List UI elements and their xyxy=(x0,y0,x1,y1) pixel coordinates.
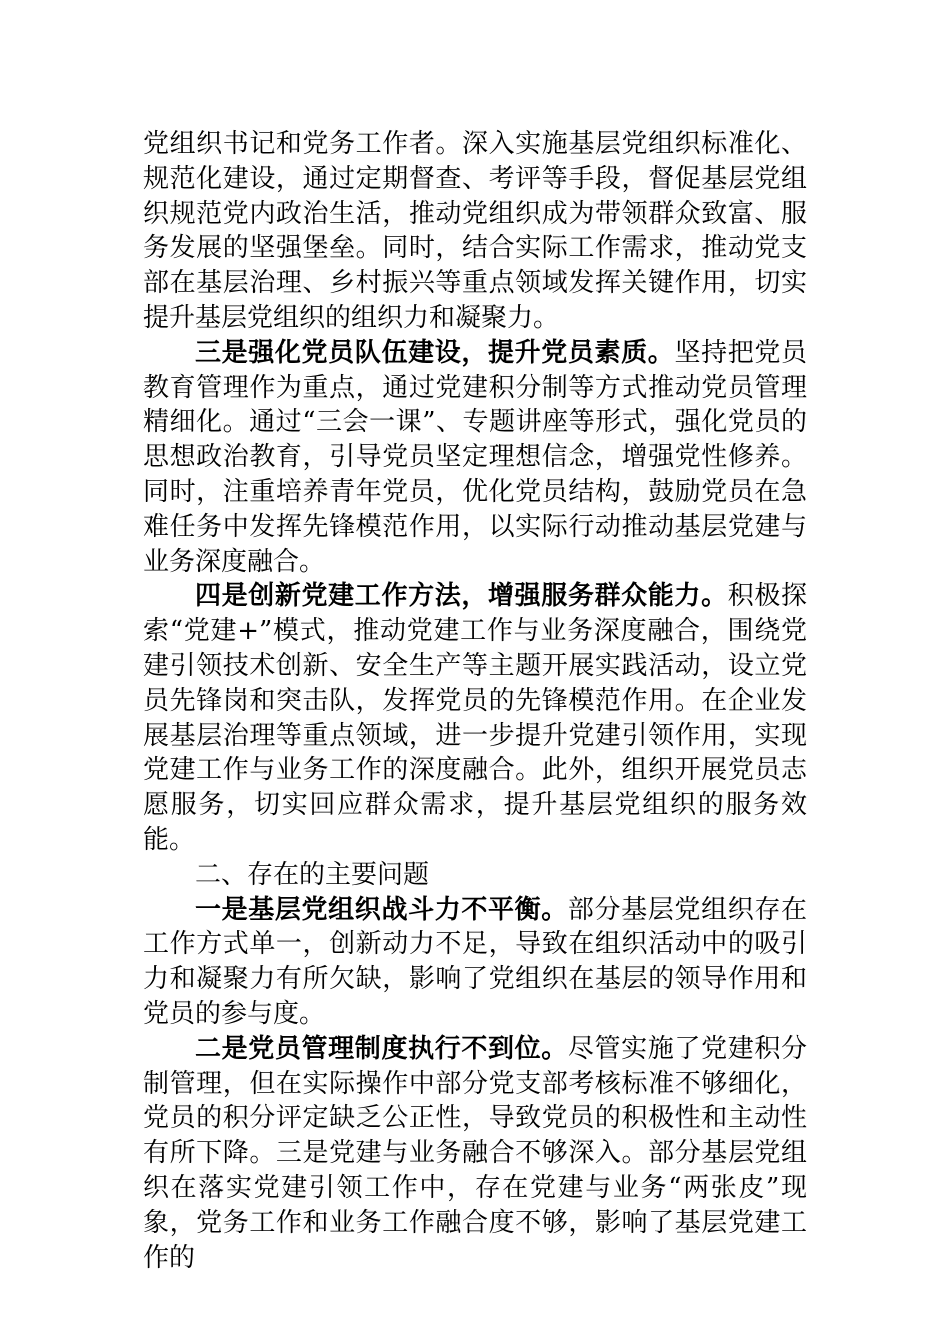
paragraph-5 xyxy=(143,893,807,1032)
section-heading xyxy=(143,858,807,893)
paragraph-3-text: 积极探索“党建+”模式，推动党建工作与业务深度融合，围绕党建引领技术创新、安全生产等主题开展实践活动，设立党员先锋岗和突击队，发挥党员的先锋模范作用。在企业发展基层治理等重点领域，进一步提升党建引领作用，实现党建工作与业务工作的深度融合。此外，组织开展党员志愿服务，切实回应群众需求，提升基层党组织的服务效能。 xyxy=(143,581,807,855)
paragraph-3 xyxy=(143,579,807,857)
paragraph-2-lead: 三是强化党员队伍建设，提升党员素质。 xyxy=(195,337,675,368)
paragraph-2 xyxy=(143,336,807,580)
section-heading-text: 二、存在的主要问题 xyxy=(195,859,430,890)
paragraph-5-lead: 一是基层党组织战斗力不平衡。 xyxy=(195,894,568,925)
paragraph-3-lead: 四是创新党建工作方法，增强服务群众能力。 xyxy=(195,581,728,612)
paragraph-6-text: 尽管实施了党建积分制管理，但在实际操作中部分党支部考核标准不够细化，党员的积分评定缺乏公正性，导致党员的积极性和主动性有所下降。三是党建与业务融合不够深入。部分基层党组织在落实党建引领工作中，存在党建与业务“两张皮”现象，党务工作和业务工作融合度不够，影响了基层党建工作的 xyxy=(143,1033,807,1273)
paragraph-6 xyxy=(143,1032,807,1276)
paragraph-6-lead: 二是党员管理制度执行不到位。 xyxy=(195,1033,568,1064)
paragraph-1 xyxy=(143,127,807,336)
paragraph-5-text: 部分基层党组织存在工作方式单一，创新动力不足，导致在组织活动中的吸引力和凝聚力有所欠缺，影响了党组织在基层的领导作用和党员的参与度。 xyxy=(143,894,807,1029)
document-body xyxy=(143,127,807,1275)
paragraph-2-text: 坚持把党员教育管理作为重点，通过党建积分制等方式推动党员管理精细化。通过“三会一课”、专题讲座等形式，强化党员的思想政治教育，引导党员坚定理想信念，增强党性修养。同时，注重培养青年党员，优化党员结构，鼓励党员在急难任务中发挥先锋模范作用，以实际行动推动基层党建与业务深度融合。 xyxy=(143,337,807,577)
paragraph-1-text: 党组织书记和党务工作者。深入实施基层党组织标准化、规范化建设，通过定期督查、考评等手段，督促基层党组织规范党内政治生活，推动党组织成为带领群众致富、服务发展的坚强堡垒。同时，结合实际工作需求，推动党支部在基层治理、乡村振兴等重点领域发挥关键作用，切实提升基层党组织的组织力和凝聚力。 xyxy=(143,129,807,333)
